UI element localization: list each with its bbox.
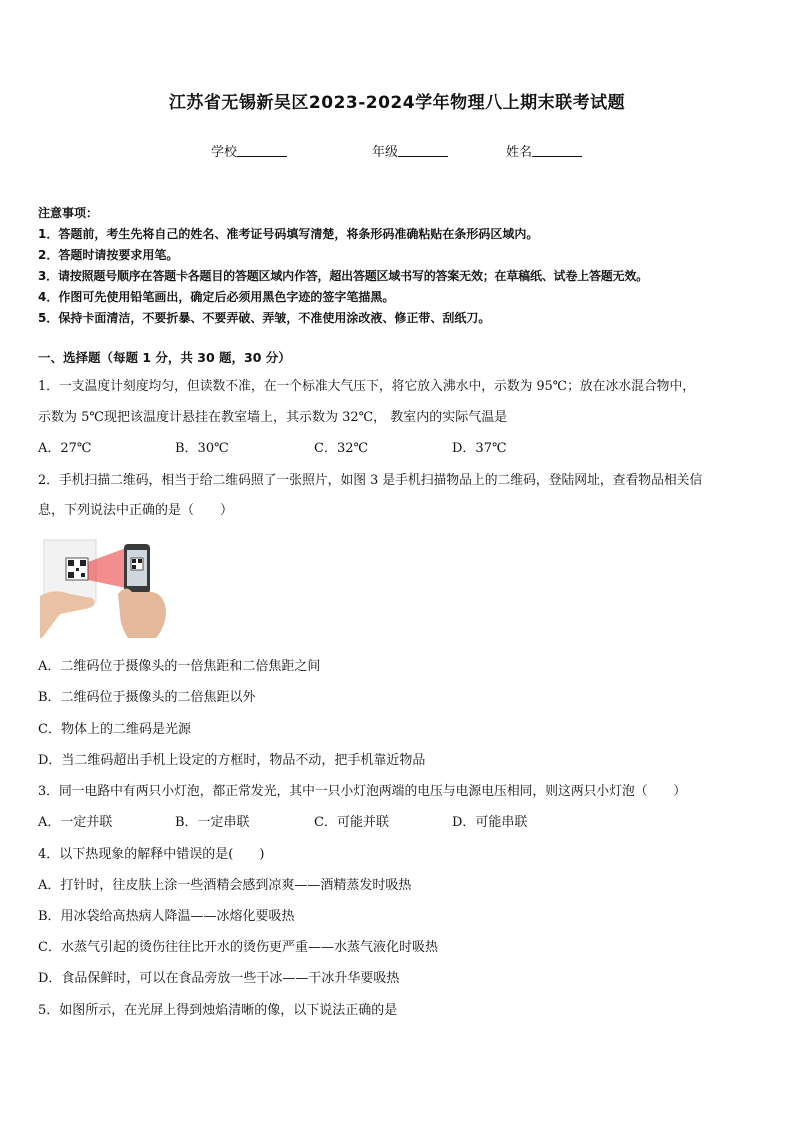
school-field[interactable] <box>211 141 287 160</box>
question-2-text-cont: 息，下列说法中正确的是（ ） <box>38 503 234 518</box>
grade-blank[interactable] <box>398 144 448 157</box>
qr-scan-photo <box>40 534 170 638</box>
page-title: 江苏省无锡新吴区2023-2024学年物理八上期末联考试题 <box>168 93 626 113</box>
name-label: 姓名 <box>506 145 533 160</box>
note-item: 4．作图可先使用铅笔画出，确定后必须用黑色字迹的签字笔描黑。 <box>38 290 395 304</box>
question-1-text-cont: 示数为 5℃现把该温度计悬挂在教室墙上，其示数为 32℃， 教室内的实际气温是 <box>38 410 508 425</box>
section-heading: 一、选择题（每题 1 分，共 30 题，30 分） <box>38 350 291 365</box>
question-4-text: 4．以下热现象的解释中错误的是( ) <box>38 847 265 862</box>
question-1-text: 1．一支温度计刻度均匀，但读数不准，在一个标准大气压下，将它放入沸水中，示数为 95℃；放在冰水混合物中， <box>38 379 696 394</box>
note-item: 3．请按照题号顺序在答题卡各题目的答题区域内作答，超出答题区域书写的答案无效；在草稿纸、试卷上答题无效。 <box>38 269 648 283</box>
option-d[interactable]: D．37℃ <box>452 441 507 456</box>
name-blank[interactable] <box>532 144 582 157</box>
option-b[interactable]: B．30℃ <box>175 441 229 456</box>
question-2-option-c[interactable]: C．物体上的二维码是光源 <box>38 722 191 737</box>
option-c[interactable]: C．可能并联 <box>314 815 389 830</box>
notes-heading: 注意事项： <box>38 206 99 220</box>
option-d[interactable]: D．可能串联 <box>452 815 528 830</box>
school-blank[interactable] <box>237 144 287 157</box>
name-field[interactable] <box>506 141 582 160</box>
notes-section <box>38 203 778 329</box>
question-4-option-b[interactable]: B．用冰袋给高热病人降温——冰熔化要吸热 <box>38 909 295 924</box>
school-label: 学校 <box>211 145 238 160</box>
question-4-option-c[interactable]: C．水蒸气引起的烫伤往往比开水的烫伤更严重——水蒸气液化时吸热 <box>38 940 438 955</box>
option-c[interactable]: C．32℃ <box>314 441 369 456</box>
question-4-option-d[interactable]: D．食品保鲜时，可以在食品旁放一些干冰——干冰升华要吸热 <box>38 971 400 986</box>
note-item: 5．保持卡面清洁，不要折暴、不要弄破、弄皱，不准使用涂改液、修正带、刮纸刀。 <box>38 311 491 325</box>
question-2-option-b[interactable]: B．二维码位于摄像头的二倍焦距以外 <box>38 690 256 705</box>
grade-field[interactable] <box>372 141 448 160</box>
question-2-option-d[interactable]: D．当二维码超出手机上设定的方框时，物品不动，把手机靠近物品 <box>38 753 426 768</box>
question-4-option-a[interactable]: A．打针时，往皮肤上涂一些酒精会感到凉爽——酒精蒸发时吸热 <box>38 878 412 893</box>
question-5-text: 5．如图所示，在光屏上得到烛焰清晰的像，以下说法正确的是 <box>38 1003 398 1018</box>
option-b[interactable]: B．一定串联 <box>175 815 250 830</box>
question-3-text: 3．同一电路中有两只小灯泡，都正常发光，其中一只小灯泡两端的电压与电源电压相同，则这两只小灯泡（ ） <box>38 784 686 799</box>
grade-label: 年级 <box>372 145 399 160</box>
note-item: 2．答题时请按要求用笔。 <box>38 248 179 262</box>
question-2-text: 2．手机扫描二维码，相当于给二维码照了一张照片，如图 3 是手机扫描物品上的二维码，登陆网址，查看物品相关信 <box>38 473 703 488</box>
note-item: 1．答题前，考生先将自己的姓名、准考证号码填写清楚，将条形码准确粘贴在条形码区域内。 <box>38 227 539 241</box>
question-2-option-a[interactable]: A．二维码位于摄像头的一倍焦距和二倍焦距之间 <box>38 659 321 674</box>
option-a[interactable]: A．一定并联 <box>38 815 113 830</box>
option-a[interactable]: A．27℃ <box>38 441 92 456</box>
